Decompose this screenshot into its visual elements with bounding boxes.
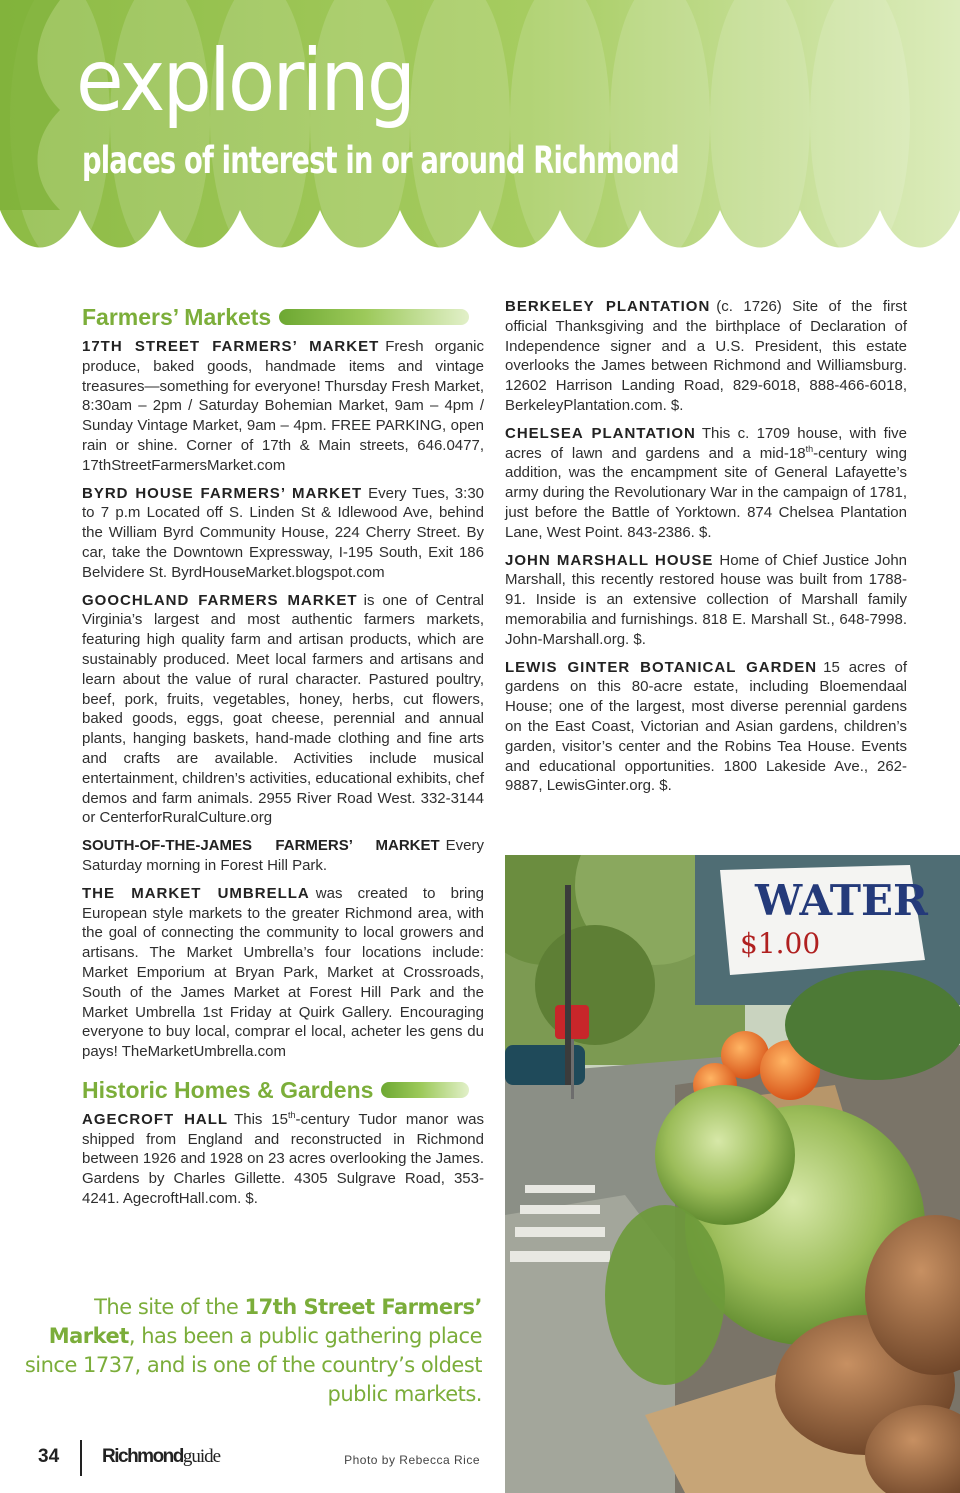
logo-light-part: guide [182,1446,221,1467]
listing-entry [82,884,484,1062]
listing-text: This c. 1709 house, with five acres of lawn and gardens and a mid-18 [505,424,908,462]
header-banner [0,0,960,262]
left-column [82,303,484,1217]
listing-text: 15 acres of gardens on this 80-acre estate, including Bloemendaal House; one of the largest, most diverse perennial gardens on the East Coast, Victorian and Asian gardens, children’s garden, visitor’s center and the Robins Tea House. Events and educational opportunities. 1800 Lakeside Ave., 262-9887, LewisGinter.org. $. [505,658,908,795]
listing-name: SOUTH-OF-THE-JAMES FARMERS’ MARKET [82,837,440,855]
listing-text: Every Saturday morning in Forest Hill Park. [82,837,484,874]
listing-entry [82,836,484,876]
listing-text: This 15 [234,1110,288,1128]
listing-text: Fresh organic produce, baked goods, handmade items and vintage treasures—something for everyone! Thursday Fresh Market, 8:30am – 2pm / Saturday Bohemian Market, 9am – 4pm / Sunday Vintage Market, 9am – 4pm. FREE PARKING, open rain or shine. Corner of 17th & Main streets, 646.0477, 17thStreetFarmersMarket.com [82,338,484,474]
page-title: exploring [76,31,414,131]
listing-text: (c. 1726) Site of the first official Thanksgiving and the birthplace of Declaration of Independence signer and a U.S. President, this estate overlooks the James between Richmond and Williamsburg. 12602 Harrison Landing Road, 829-6018, 888-466-6018, BerkeleyPlantation.com. $. [505,298,907,414]
section-heading-historic-homes [82,1076,484,1104]
listing-name: LEWIS GINTER BOTANICAL GARDEN [505,658,818,676]
market-photo-illustration [505,855,960,1493]
footer-divider [80,1440,82,1476]
ordinal-suffix: th [805,443,814,454]
page-number: 34 [38,1446,60,1467]
section-heading-label: Farmers’ Markets [82,304,272,330]
listing-entry [505,551,907,650]
listing-name: 17TH STREET FARMERS’ MARKET [82,338,380,355]
listing-name: JOHN MARSHALL HOUSE [505,551,714,569]
pull-quote [10,1293,482,1409]
listing-text: Home of Chief Justice John Marshall, this recently restored house was built from 1788-91. Inside is an extensive collection of Marshall family memorabilia and furnishings. 818 E. Marshall St., 648-7998. John-Marshall.org. $. [505,551,907,648]
listing-name: GOOCHLAND FARMERS MARKET [82,591,358,609]
listing-entry [505,424,907,543]
photo-sign-price: $1.00 [740,927,821,960]
photo-credit: Photo by Rebecca Rice [344,1453,480,1467]
listing-name: BYRD HOUSE FARMERS’ MARKET [82,484,363,502]
listing-text: is one of Central Virginia’s largest and most authentic farmers markets, featuring high quality farm and artisan products, which are sustainably produced. Meet local farmers and artisans and learn about the value of rural character. Pastured poultry, beef, pork, fruits, vegetables, honey, herbs, cut flowers, baked goods, eggs, goat cheese, perennial and annual plants, hanging baskets, hand-made clothing and fine arts and crafts are available. Activities include musical entertainment, children’s activities, educational exhibits, chef demos and farm animals. 2955 River Road West. 332-3144 or CenterforRuralCulture.org [82,591,484,827]
heading-pill-decoration [279,309,469,325]
pull-quote-text: The site of the [94,1295,245,1319]
pull-quote-text: , has been a public gathering place since 1737, and is one of the country’s oldest public markets. [24,1324,482,1406]
listing-name: CHELSEA PLANTATION [505,424,696,442]
logo-bold-part: Richmond [102,1446,183,1467]
photo-stop-sign [555,1005,589,1039]
ordinal-suffix: th [288,1109,296,1120]
listing-entry [505,658,907,797]
listing-name: THE MARKET UMBRELLA [82,884,310,902]
page-subtitle: places of interest in or around Richmond [82,139,679,182]
right-column [505,297,907,804]
listing-text: -century Tudor manor was shipped from England and reconstructed in Richmond between 1926 and 1928 on 23 acres overlooking the James. Gardens by Charles Gillette. 4305 Sulgrave Road, 353-4241. AgecroftHall.com. $. [82,1110,484,1208]
section-heading-farmers-markets [82,303,484,331]
heading-pill-decoration [381,1082,469,1098]
listing-name: BERKELEY PLANTATION [505,298,711,315]
listing-entry [505,297,907,416]
listing-entry [82,484,484,583]
photo-sign-word: WATER [755,876,928,925]
listing-name: AGECROFT HALL [82,1110,229,1128]
publication-logo [102,1446,220,1468]
market-photo [505,855,960,1493]
section-heading-label: Historic Homes & Gardens [82,1076,374,1103]
listing-text: Every Tues, 3:30 to 7 p.m Located off S. Linden St & Idlewood Ave, behind the William Byrd Community House, 224 Cherry Street. By car, take the Downtown Expressway, I-195 South, Exit 186 Belvidere St. ByrdHouseMarket.blogspot.com [82,484,484,581]
listing-entry [82,1110,484,1209]
listing-text: -century wing addition, was the encampment site of General Lafayette’s army during the Revolutionary War in the campaign of 1781, just before the Battle of Yorktown. 874 Chelsea Plantation Lane, West Point. 843-2386. $. [505,444,907,541]
listing-text: was created to bring European style markets to the greater Richmond area, with the goal of connecting the community to local growers and artisans. The Market Umbrella’s four locations include: Market Emporium at Bryan Park, Market at Crossroads, South of the James Market at Forest Hill Park and the Market Umbrella 1st Friday at Quirk Gallery. Encouraging everyone to buy local, comprar el local, acheter les gens du pays! TheMarketUmbrella.com [82,884,484,1061]
listing-entry [82,591,484,829]
pull-quote-highlight: 17th Street Farmers’ Market [48,1295,482,1348]
listing-entry [82,337,484,476]
